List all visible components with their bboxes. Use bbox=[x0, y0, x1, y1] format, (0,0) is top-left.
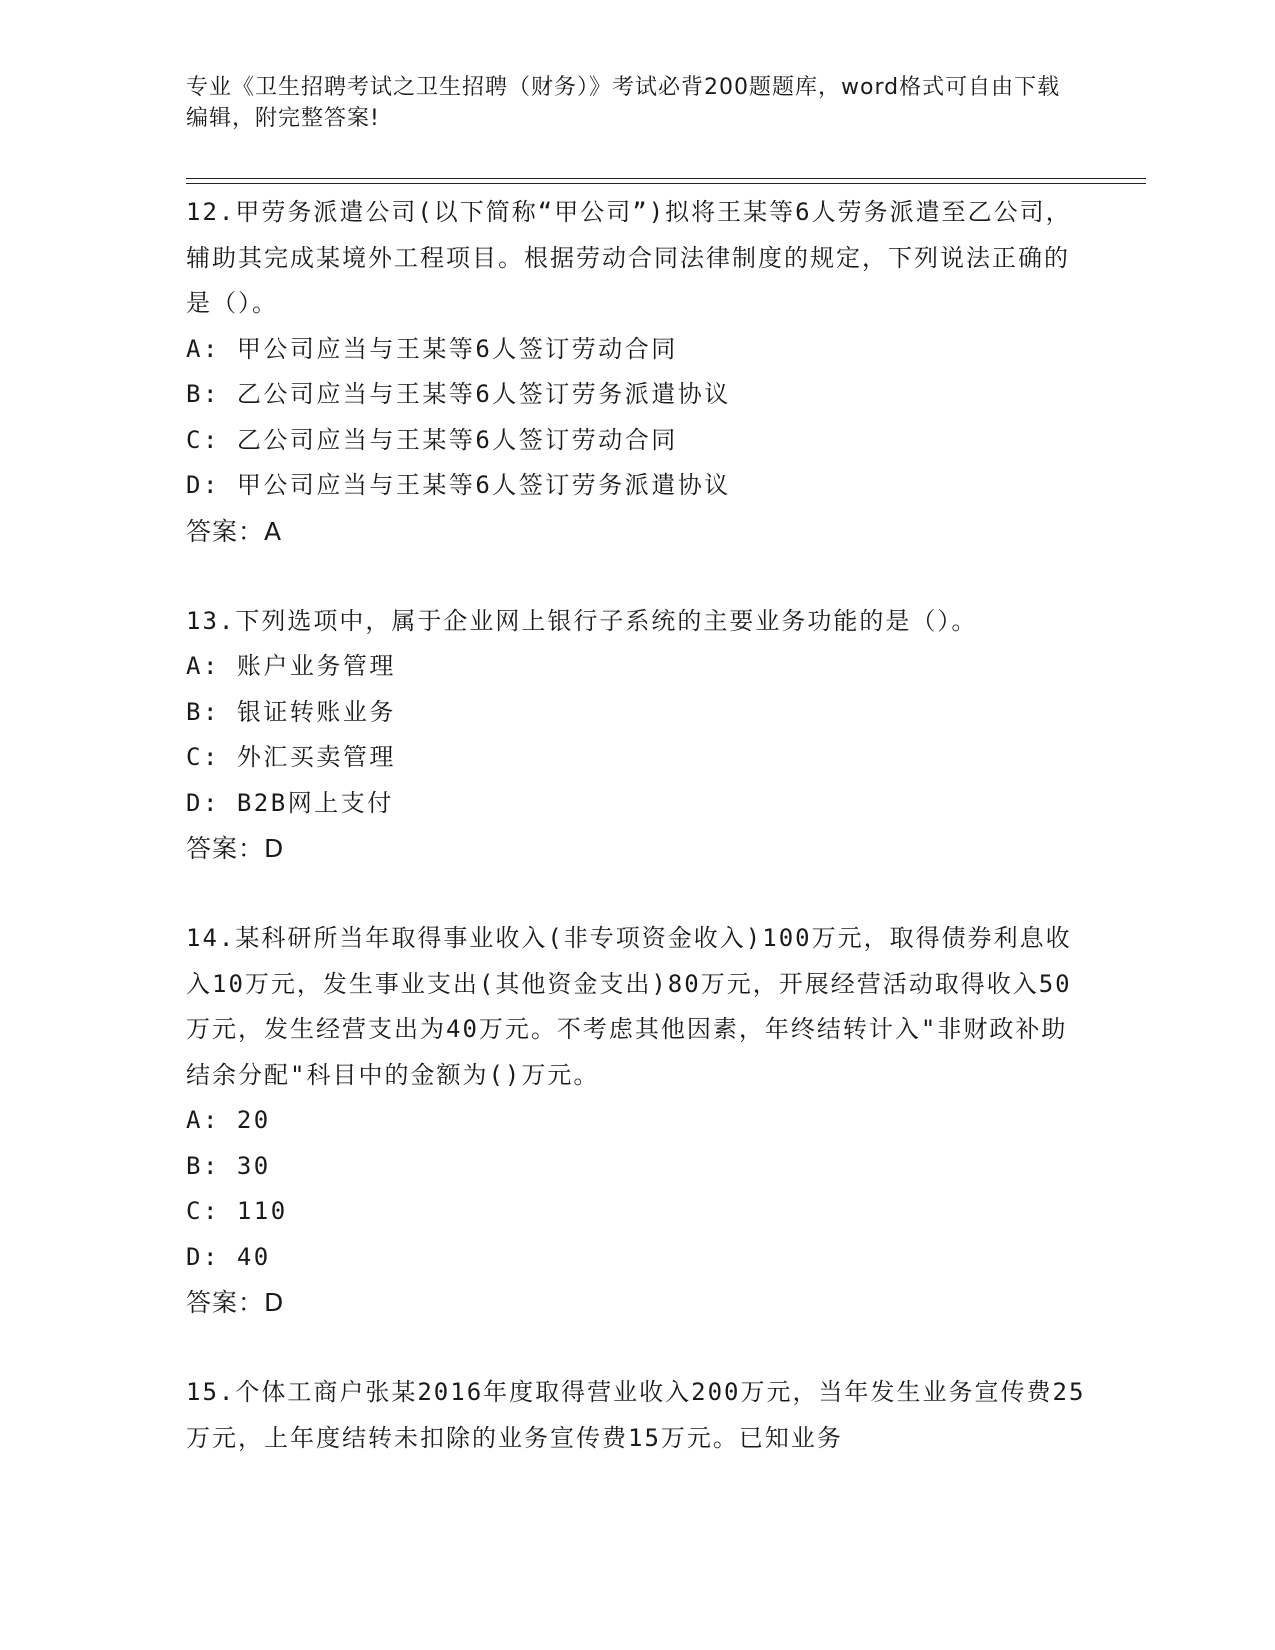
question-list bbox=[186, 190, 1086, 1461]
option-c: C: 110 bbox=[186, 1197, 288, 1225]
option-d: D: 40 bbox=[186, 1242, 271, 1271]
question-stem: 14.某科研所当年取得事业收入(非专项资金收入)100万元，取得债券利息收入10万元，发生事业支出(其他资金支出)80万元，开展经营活动取得收入50万元，发生经营支出为40万元。不考虑其他因素，年终结转计入"非财政补助结余分配"科目中的金额为()万元。 bbox=[186, 924, 1072, 1089]
answer: 答案：D bbox=[186, 834, 285, 863]
option-d: D: 甲公司应当与王某等6人签订劳务派遣协议 bbox=[186, 471, 731, 499]
option-c: C: 乙公司应当与王某等6人签订劳动合同 bbox=[186, 425, 678, 454]
option-b: B: 30 bbox=[186, 1151, 271, 1180]
question-13 bbox=[186, 599, 1086, 872]
document-header: 专业《卫生招聘考试之卫生招聘（财务）》考试必背200题题库，word格式可自由下载编辑，附完整答案! bbox=[186, 75, 1061, 131]
answer: 答案：A bbox=[186, 516, 283, 546]
option-b: B: 银证转账业务 bbox=[186, 697, 396, 726]
option-a: A: 甲公司应当与王某等6人签订劳动合同 bbox=[186, 334, 678, 363]
option-a: A: 账户业务管理 bbox=[186, 652, 396, 680]
option-a: A: 20 bbox=[186, 1106, 271, 1134]
answer: 答案：D bbox=[186, 1288, 285, 1317]
question-15 bbox=[186, 1370, 1086, 1461]
question-stem: 15.个体工商户张某2016年度取得营业收入200万元，当年发生业务宣传费25万元，上年度结转未扣除的业务宣传费15万元。已知业务 bbox=[186, 1378, 1086, 1452]
question-stem: 12.甲劳务派遣公司(以下简称“甲公司”)拟将王某等6人劳务派遣至乙公司，辅助其完成某境外工程项目。根据劳动合同法律制度的规定，下列说法正确的是（）。 bbox=[186, 198, 1072, 317]
option-b: B: 乙公司应当与王某等6人签订劳务派遣协议 bbox=[186, 380, 731, 408]
option-c: C: 外汇买卖管理 bbox=[186, 743, 396, 771]
header-divider-top bbox=[186, 178, 1146, 179]
option-d: D: B2B网上支付 bbox=[186, 788, 394, 817]
header-divider-bottom bbox=[186, 183, 1146, 184]
question-14 bbox=[186, 916, 1086, 1325]
question-stem: 13.下列选项中，属于企业网上银行子系统的主要业务功能的是（）。 bbox=[186, 606, 978, 635]
question-12 bbox=[186, 190, 1086, 554]
